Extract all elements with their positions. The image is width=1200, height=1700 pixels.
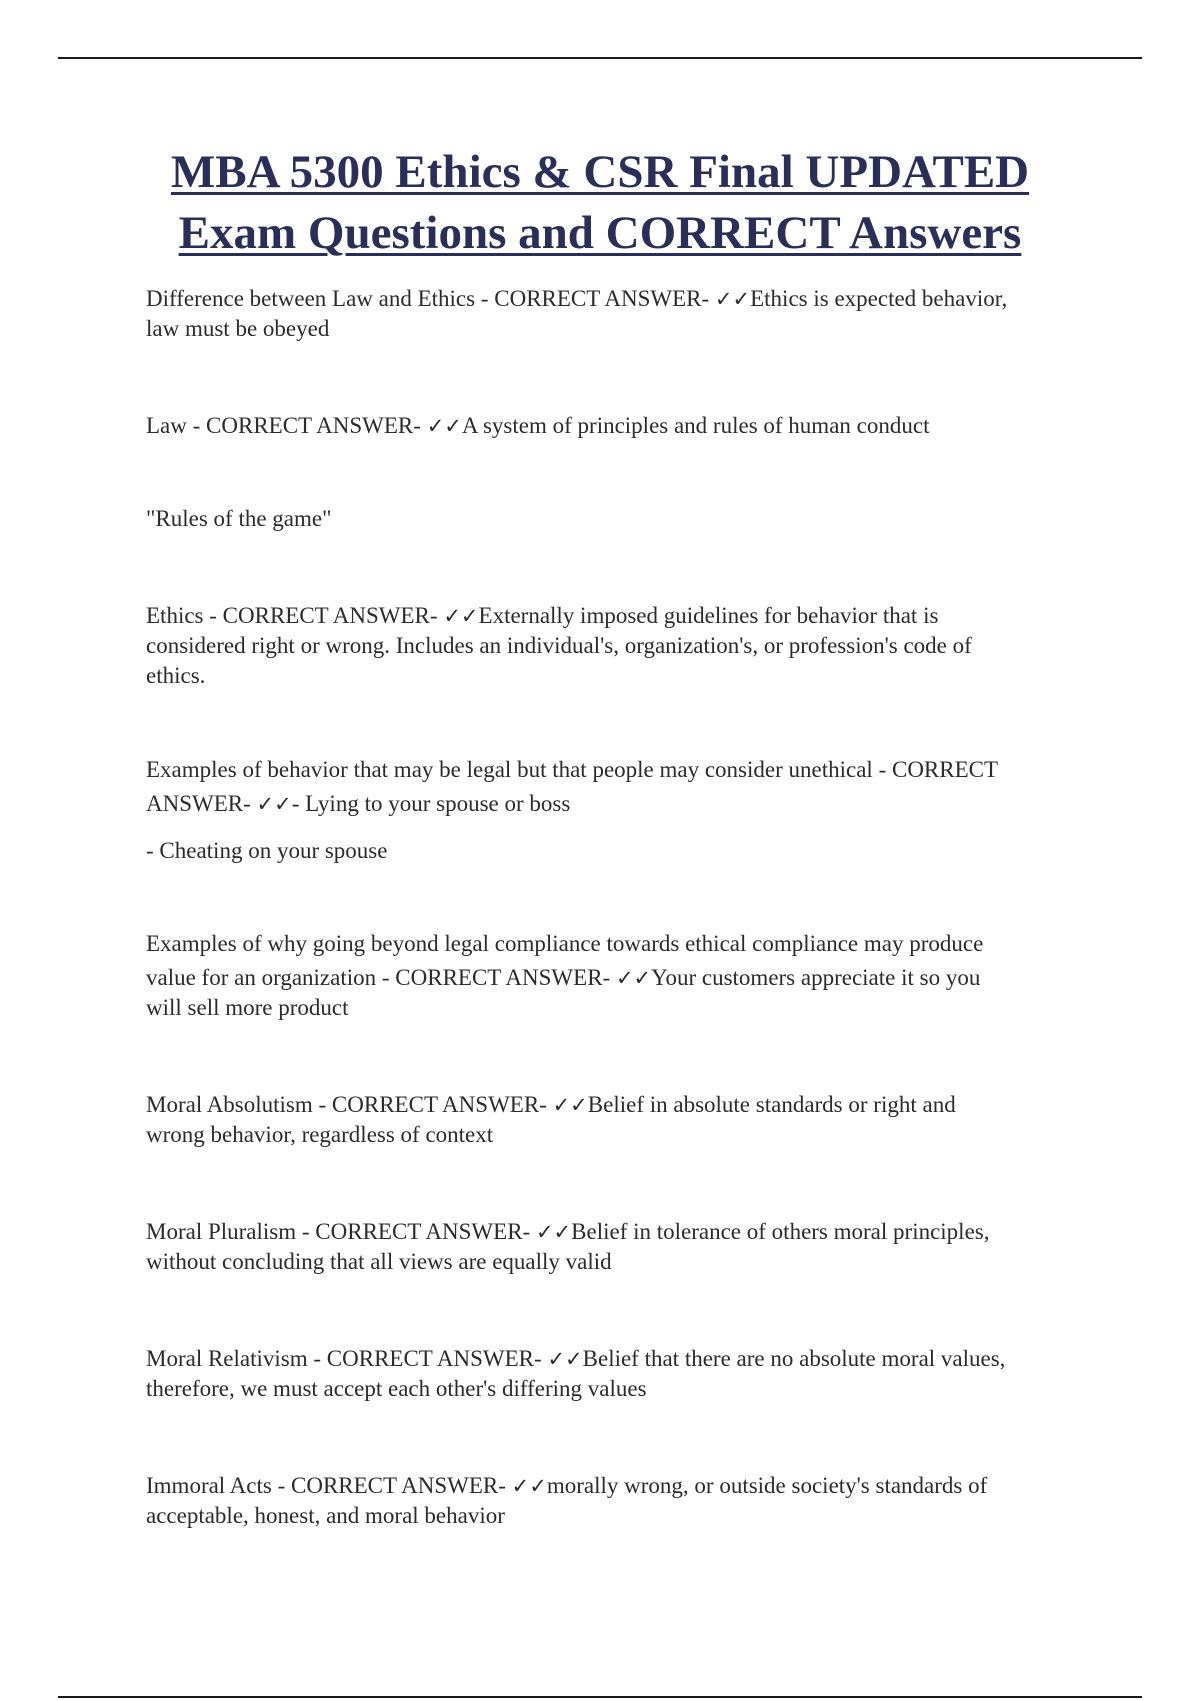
qa-line: ANSWER- ✓✓- Lying to your spouse or boss <box>146 791 571 816</box>
double-check-icon: ✓✓ <box>443 604 479 628</box>
double-check-icon: ✓✓ <box>615 966 652 990</box>
qa-line: Law - CORRECT ANSWER- ✓✓A system of principles and rules of human conduct <box>146 413 930 438</box>
qa-line: Examples of behavior that may be legal but that people may consider unethical - CORRECT <box>146 757 999 782</box>
double-check-icon: ✓✓ <box>426 414 462 438</box>
qa-line: Immoral Acts - CORRECT ANSWER- ✓✓morally wrong, or outside society's standards of <box>146 1473 988 1498</box>
qa-line: without concluding that all views are equally valid <box>146 1249 612 1274</box>
double-check-icon: ✓✓ <box>535 1220 572 1244</box>
double-check-icon: ✓✓ <box>714 287 751 311</box>
title-line-2: Exam Questions and CORRECT Answers <box>178 207 1022 259</box>
qa-line: Moral Relativism - CORRECT ANSWER- ✓✓Belief that there are no absolute moral values, <box>146 1346 1006 1371</box>
qa-line: "Rules of the game" <box>146 506 332 531</box>
qa-line: therefore, we must accept each other's differing values <box>146 1376 647 1401</box>
qa-line: acceptable, honest, and moral behavior <box>146 1503 505 1528</box>
qa-line: Moral Pluralism - CORRECT ANSWER- ✓✓Belief in tolerance of others moral principles, <box>146 1219 990 1244</box>
qa-line: considered right or wrong. Includes an individual's, organization's, or profession's code of <box>146 633 972 658</box>
qa-line: Moral Absolutism - CORRECT ANSWER- ✓✓Belief in absolute standards or right and <box>146 1092 956 1117</box>
qa-line: Ethics - CORRECT ANSWER- ✓✓Externally imposed guidelines for behavior that is <box>146 603 939 628</box>
double-check-icon: ✓✓ <box>256 792 292 816</box>
qa-line: - Cheating on your spouse <box>146 838 388 863</box>
qa-line: Examples of why going beyond legal compliance towards ethical compliance may produce <box>146 931 984 956</box>
double-check-icon: ✓✓ <box>552 1093 588 1117</box>
double-check-icon: ✓✓ <box>511 1474 547 1498</box>
qa-line: law must be obeyed <box>146 316 330 341</box>
bottom-rule <box>58 1696 1142 1698</box>
double-check-icon: ✓✓ <box>547 1347 583 1371</box>
qa-line: value for an organization - CORRECT ANSWER- ✓✓Your customers appreciate it so you <box>146 965 981 990</box>
qa-line: will sell more product <box>146 995 349 1020</box>
qa-line: ethics. <box>146 663 206 688</box>
qa-line: Difference between Law and Ethics - CORRECT ANSWER- ✓✓Ethics is expected behavior, <box>146 286 1008 311</box>
document-title <box>60 142 1140 264</box>
title-line-1: MBA 5300 Ethics & CSR Final UPDATED <box>170 146 1030 198</box>
top-rule <box>58 57 1142 59</box>
qa-line: wrong behavior, regardless of context <box>146 1122 494 1147</box>
